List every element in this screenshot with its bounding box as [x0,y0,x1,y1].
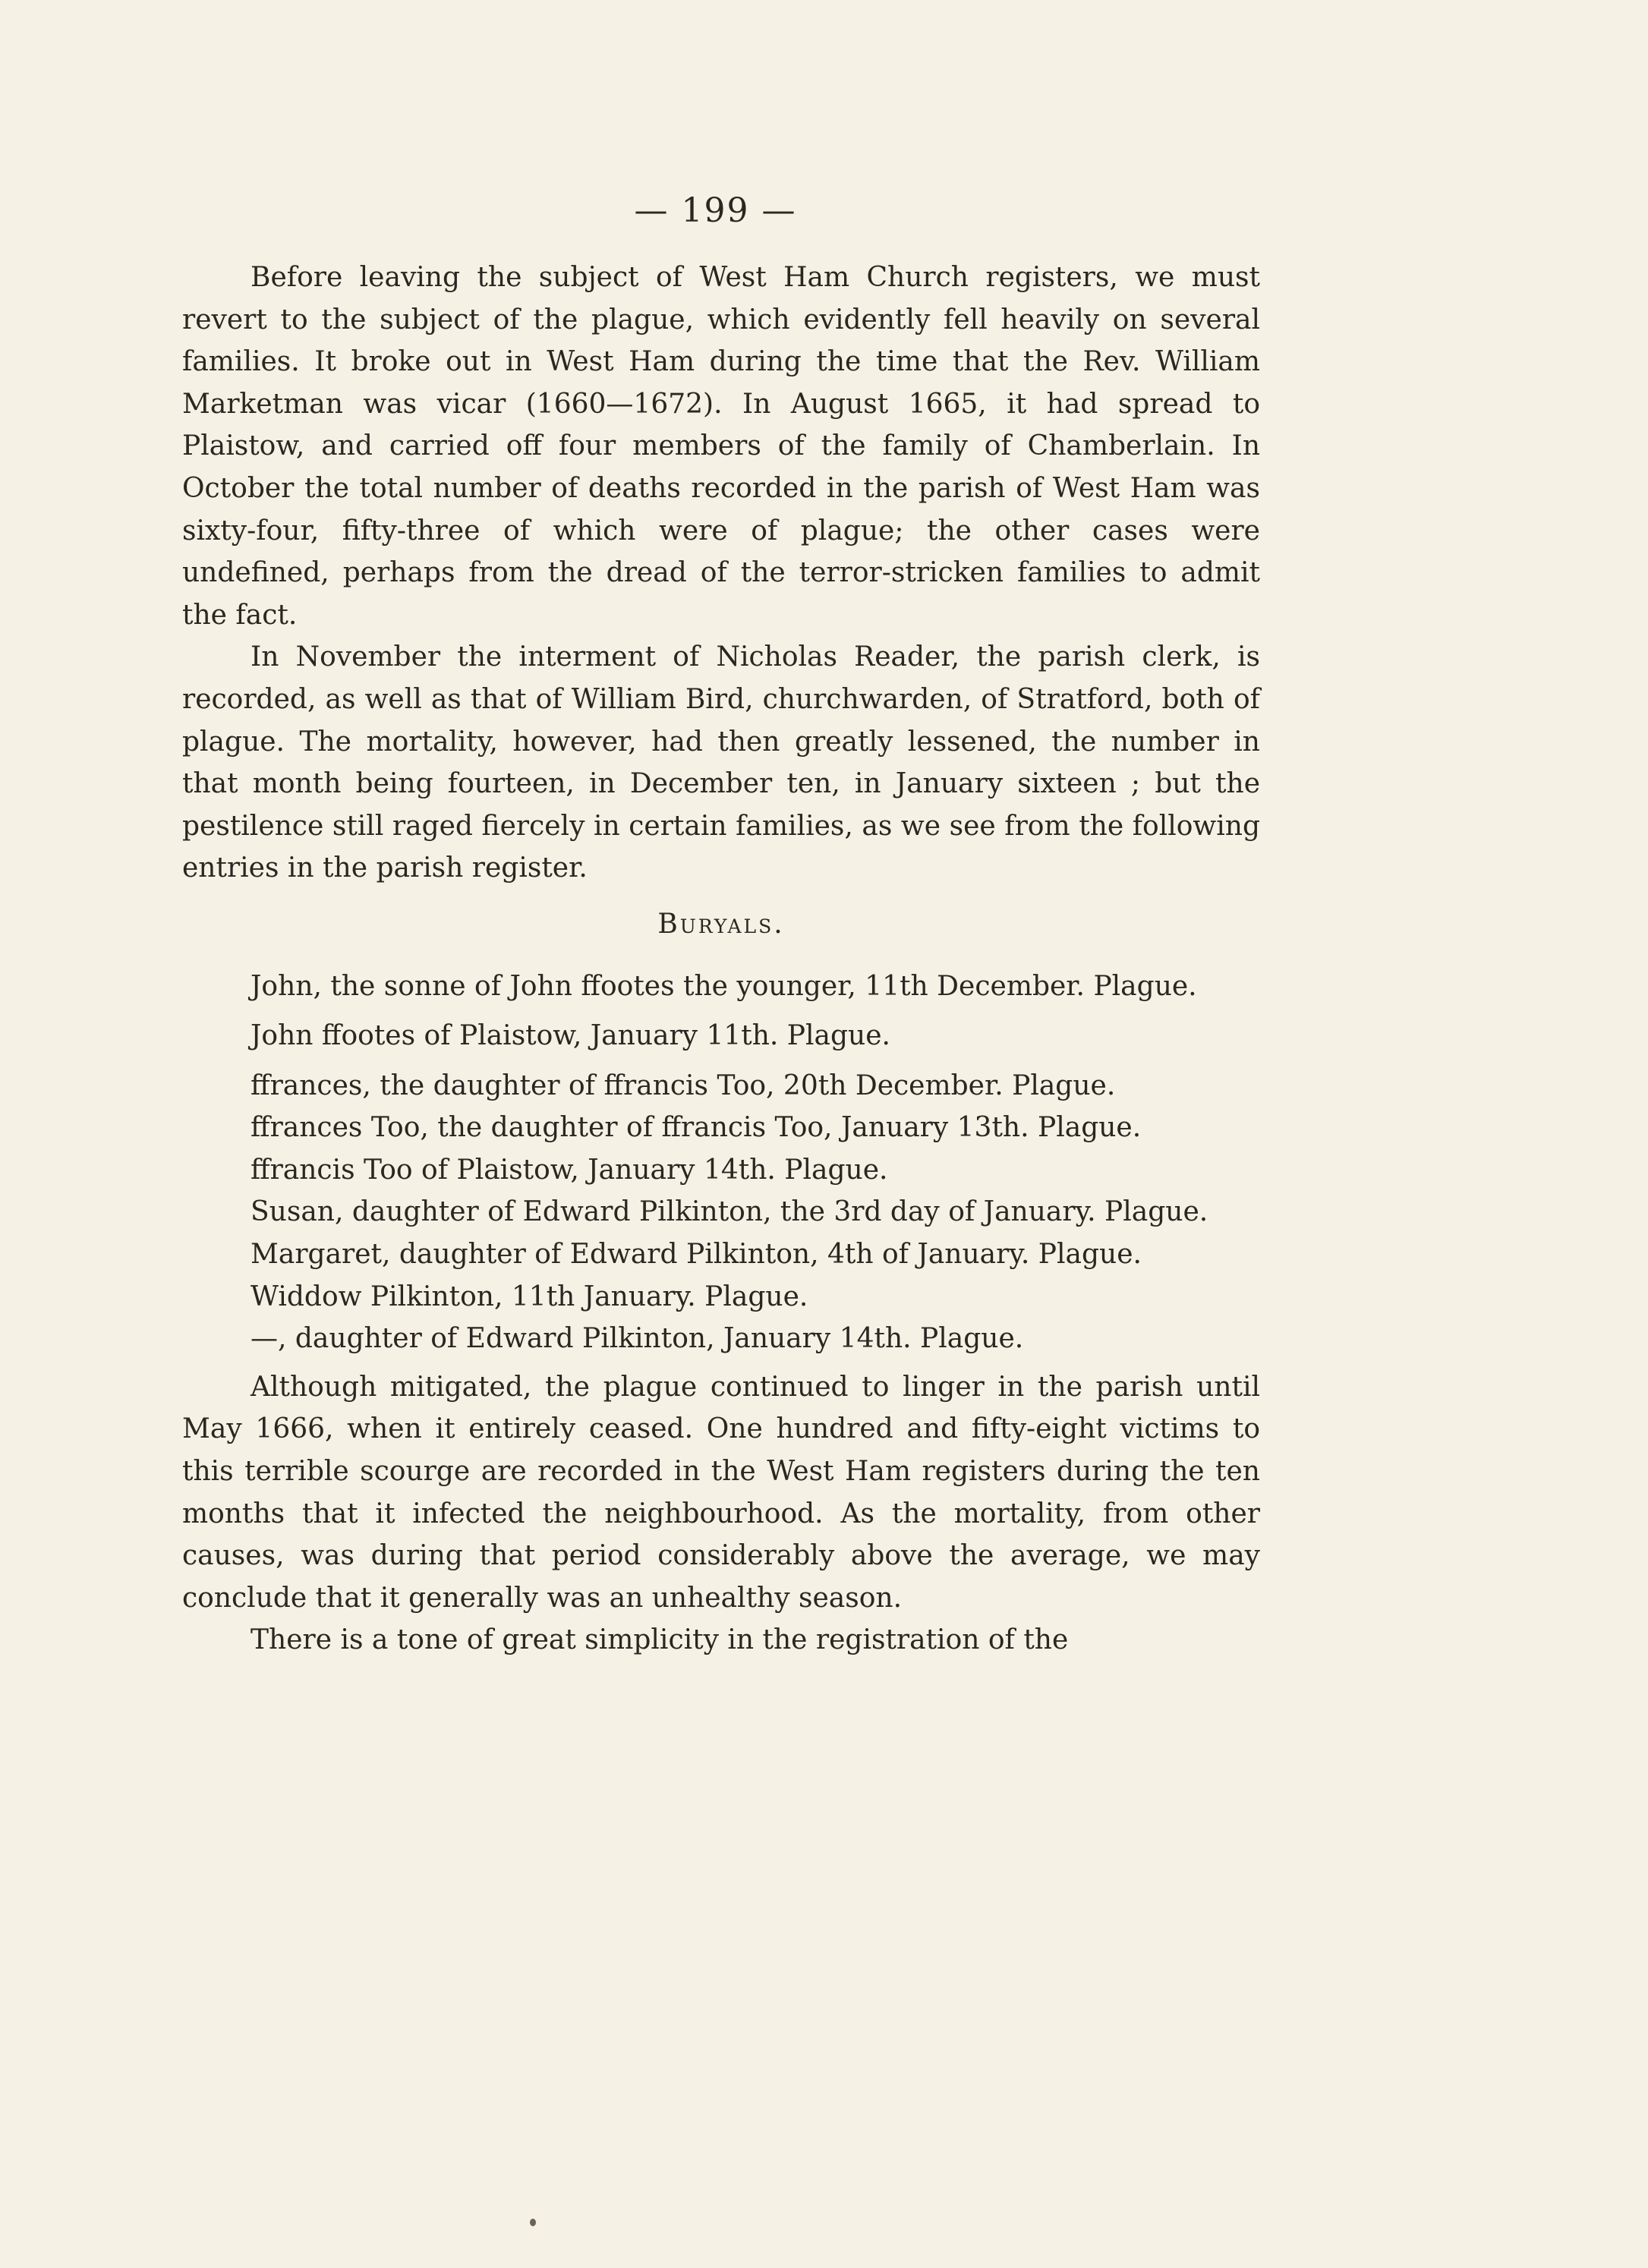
section-heading-buryals: Buryals. [657,908,785,940]
paragraph-november-mortality: In November the interment of Nicholas Reader, the parish clerk, is recorded, as well as that of William Bird, churchwarden, of Stratford, both of plague. The mortality, however, had then greatly lessened, the number in that month being fourteen, in December ten, in January sixteen ; but the pestilence still raged fiercely in certain families, as we see from the following entries in the parish register. [182,641,1260,884]
burial-entry: ffrancis Too of Plaistow, January 14th. Plague. [251,1154,888,1186]
text-block [182,257,1260,1662]
burial-entry: Margaret, daughter of Edward Pilkinton, 4th of January. Plague. [251,1239,1142,1271]
burial-entry: John ffootes of Plaistow, January 11th. Plague. [251,1020,890,1052]
burial-entries-list [182,965,1260,1360]
paragraph-plague-ceased: Although mitigated, the plague continued to linger in the parish until May 1666, when it entirely ceased. One hundred and fifty-eight victims to this terrible scourge are recorded in the West Ham registers during the ten months that it infected the neighbourhood. As the mortality, from other causes, was during that period considerably above the average, we may conclude that it generally was an unhealthy season. [182,1371,1260,1614]
ink-speck [530,2219,536,2226]
burial-entry: Susan, daughter of Edward Pilkinton, the 3rd day of January. Plague. [251,1196,1208,1228]
burial-entry: —, daughter of Edward Pilkinton, January 14th. Plague. [251,1323,1024,1355]
page-number: — 199 — [634,191,797,230]
paragraph-plague-outbreak: Before leaving the subject of West Ham Church registers, we must revert to the subject of the plague, which evidently fell heavily on several families. It broke out in West Ham during the time that the Rev. William Marketman was vicar (1660—1672). In August 1665, it had spread to Plaistow, and carried off four members of the family of Chamberlain. In October the total number of deaths recorded in the parish of West Ham was sixty-four, fifty-three of which were of plague; the other cases were undefined, perhaps from the dread of the terror-stricken families to admit the fact. [182,262,1260,631]
burial-entry: Widdow Pilkinton, 11th January. Plague. [251,1280,808,1312]
burial-entry: ffrances Too, the daughter of ffrancis Too, January 13th. Plague. [251,1112,1142,1144]
burial-entry: John, the sonne of John ffootes the younger, 11th December. Plague. [251,970,1197,1002]
burial-entry: ffrances, the daughter of ffrancis Too, 20th December. Plague. [251,1069,1116,1101]
paragraph-registration-tone: There is a tone of great simplicity in the registration of the [251,1624,1069,1656]
